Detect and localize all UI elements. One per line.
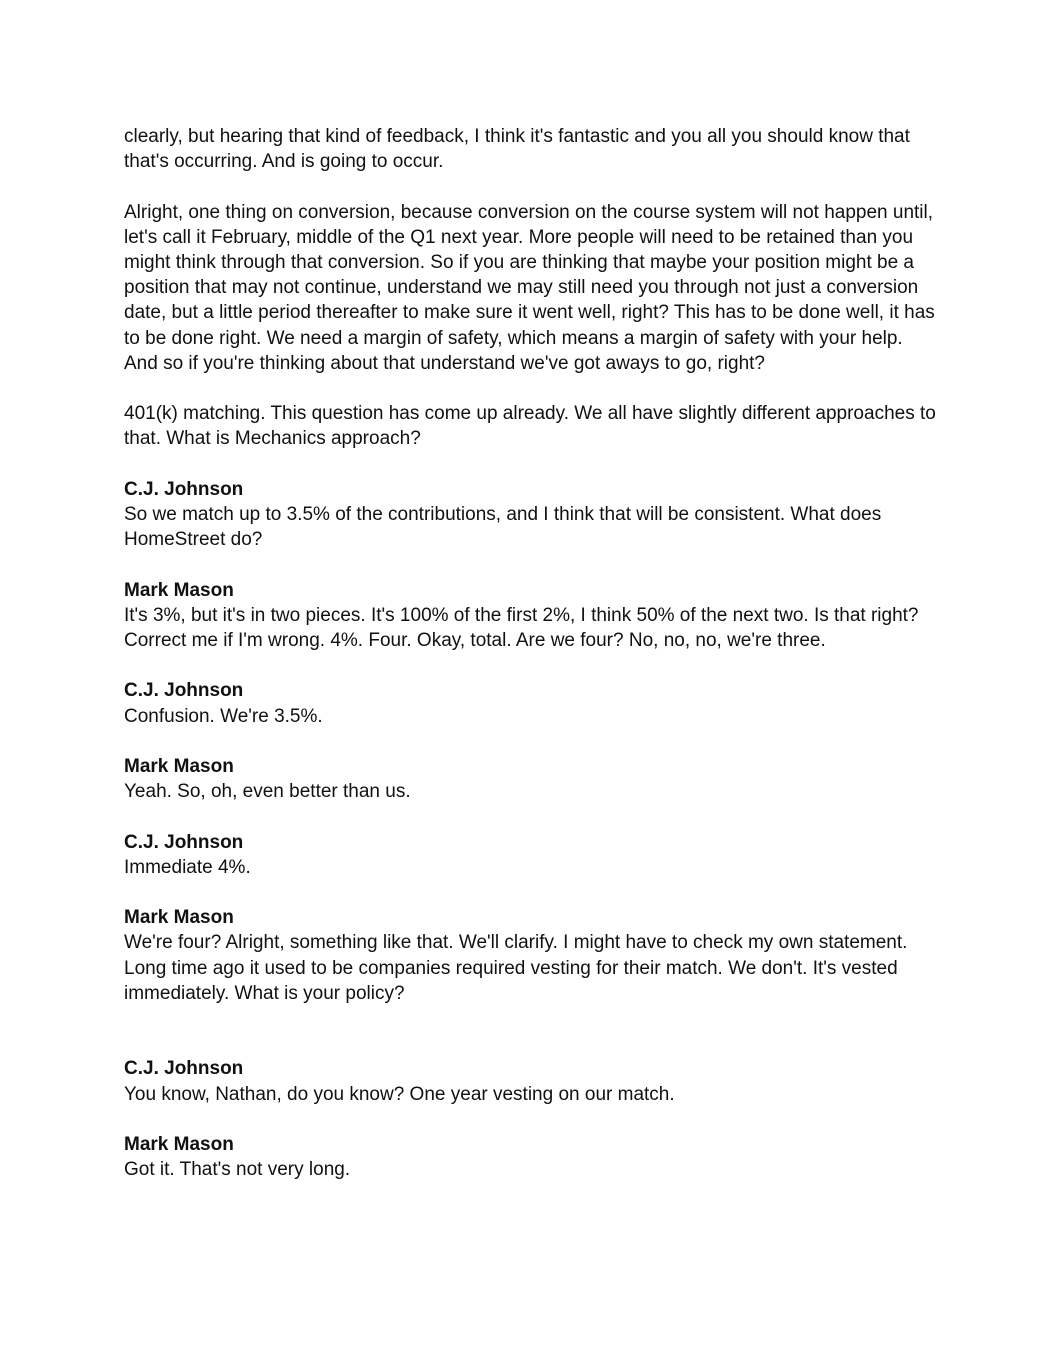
speaker-text: Got it. That's not very long. — [124, 1159, 351, 1181]
speaker-name: Mark Mason — [124, 579, 234, 601]
speaker-text: It's 3%, but it's in two pieces. It's 100% of the first 2%, I think 50% of the next two. Is that right? Correct me if I'm wrong. 4%. Four. Okay, total. Are we four? No, no, no, we're three. — [124, 604, 919, 651]
dialogue-turn — [124, 1056, 936, 1106]
speaker-name: C.J. Johnson — [124, 680, 244, 702]
paragraph-conversion — [124, 200, 936, 376]
dialogue-turn — [124, 678, 936, 728]
speaker-text: Confusion. We're 3.5%. — [124, 705, 323, 727]
speaker-text: You know, Nathan, do you know? One year vesting on our match. — [124, 1083, 675, 1105]
speaker-name: C.J. Johnson — [124, 478, 244, 500]
dialogue-turn — [124, 1132, 936, 1182]
dialogue-turn — [124, 830, 936, 880]
speaker-text: Immediate 4%. — [124, 856, 251, 878]
speaker-name: Mark Mason — [124, 755, 234, 777]
speaker-text: Yeah. So, oh, even better than us. — [124, 781, 411, 803]
speaker-name: C.J. Johnson — [124, 831, 244, 853]
document-page — [124, 124, 936, 1208]
paragraph-intro-continuation — [124, 124, 936, 174]
dialogue-turn — [124, 477, 936, 553]
speaker-name: Mark Mason — [124, 907, 234, 929]
paragraph-text: clearly, but hearing that kind of feedback, I think it's fantastic and you all you should know that that's occurring. And is going to occur. — [124, 126, 910, 173]
speaker-text: We're four? Alright, something like that. We'll clarify. I might have to check my own statement. Long time ago it used to be companies required vesting for their match. We don't. It's vested immediately. What is your policy? — [124, 932, 908, 1004]
speaker-text: So we match up to 3.5% of the contributions, and I think that will be consistent. What does HomeStreet do? — [124, 504, 882, 551]
dialogue-turn — [124, 905, 936, 1006]
paragraph-text: Alright, one thing on conversion, because conversion on the course system will not happen until, let's call it February, middle of the Q1 next year. More people will need to be retained than you might think through that conversion. So if you are thinking that maybe your position might be a position that may not continue, understand we may still need you through not just a conversion date, but a little period thereafter to make sure it went well, right? This has to be done well, it has to be done right. We need a margin of safety, which means a margin of safety with your help. And so if you're thinking about that understand we've got aways to go, right? — [124, 201, 935, 374]
dialogue-turn — [124, 754, 936, 804]
paragraph-401k — [124, 401, 936, 451]
speaker-name: Mark Mason — [124, 1133, 234, 1155]
speaker-name: C.J. Johnson — [124, 1058, 244, 1080]
paragraph-text: 401(k) matching. This question has come up already. We all have slightly different approaches to that. What is Mechanics approach? — [124, 403, 936, 450]
dialogue-turn — [124, 578, 936, 654]
